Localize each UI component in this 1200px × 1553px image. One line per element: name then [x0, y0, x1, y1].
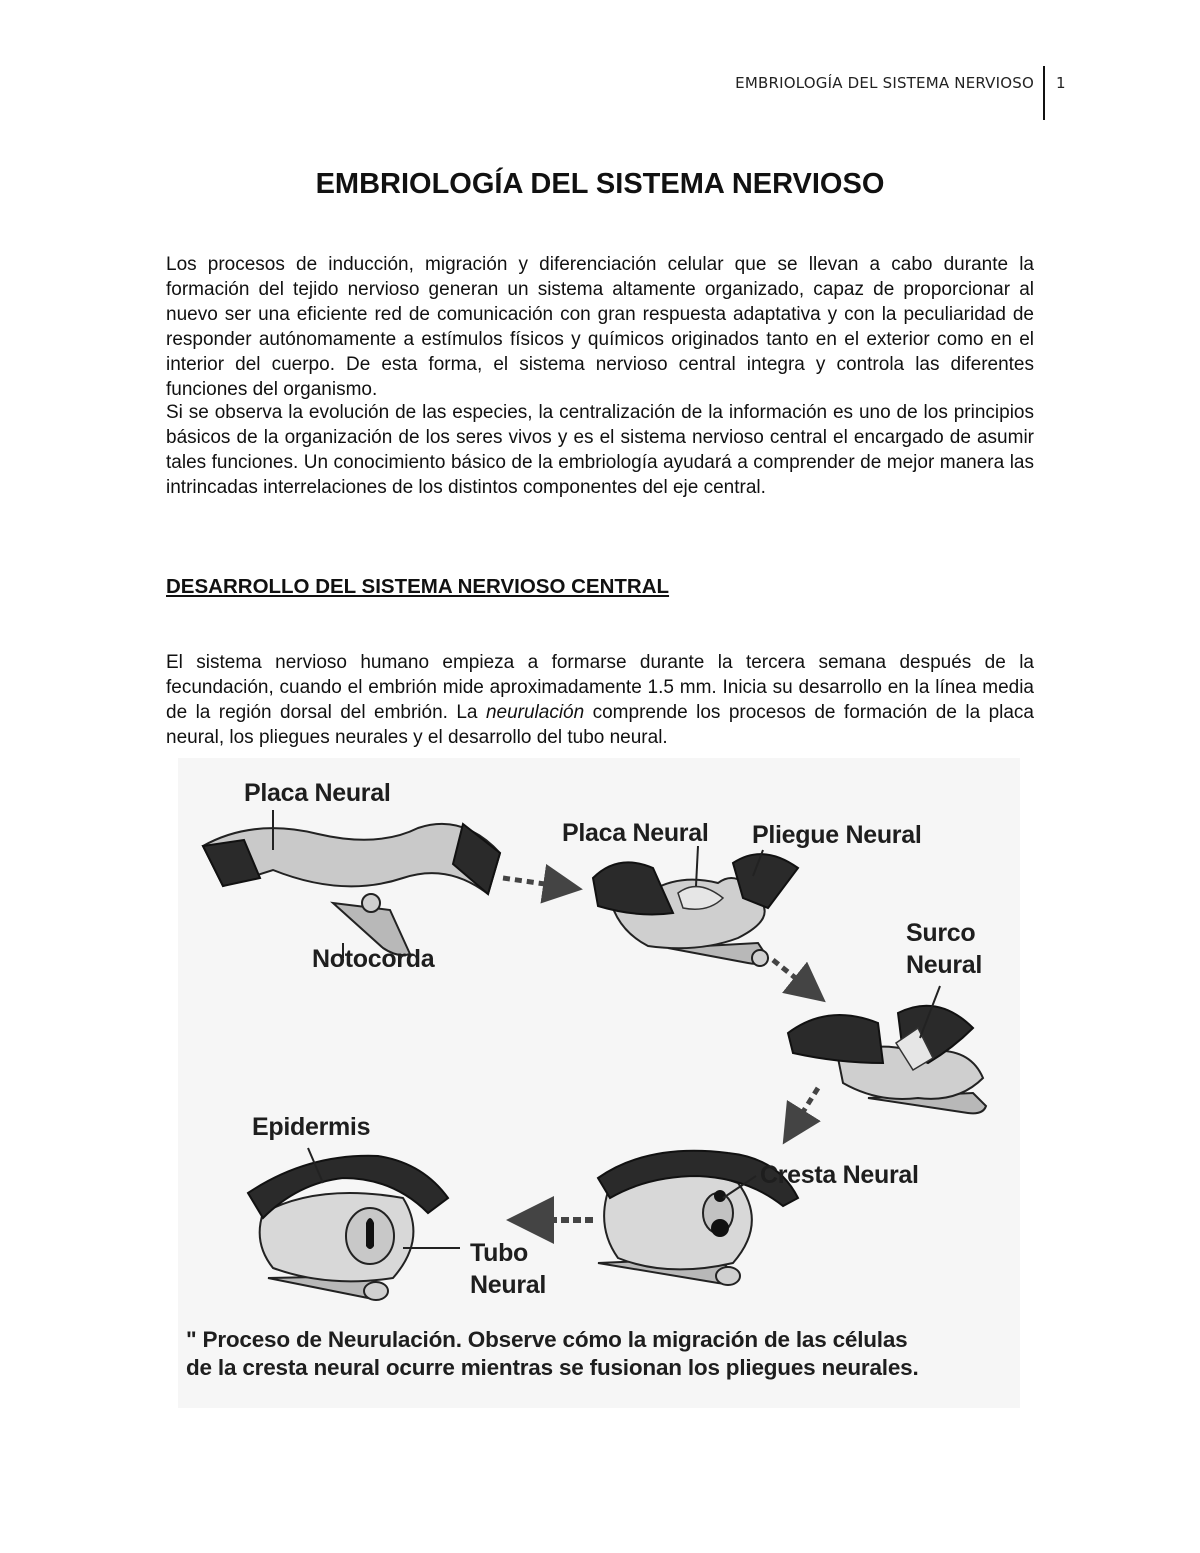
second-paragraph-text: Si se observa la evolución de las especies, la centralización de la información es uno de los principios básicos de la organización de los seres vivos y es el sistema nervioso central el encargado de asumir tales funciones. Un conocimiento básico de la embriología ayudará a comprender de mejor manera las intrincadas interrelaciones de los distintos componentes del eje central. [166, 402, 1034, 498]
label-surco-neural-line1: Surco [906, 919, 976, 947]
label-notocorda: Notocorda [312, 945, 435, 973]
third-paragraph-text-b: comprende los procesos de formación de la placa neural, los pliegues neurales y el desarrollo del tubo neural. [166, 702, 1034, 748]
second-paragraph [166, 400, 1034, 500]
label-tubo-neural-line1: Tubo [470, 1239, 529, 1267]
label-tubo-neural-line2: Neural [470, 1271, 547, 1299]
arrow-stage-2-to-3 [773, 960, 818, 996]
label-pliegue-neural: Pliegue Neural [752, 821, 922, 849]
stage-1-neural-plate [203, 810, 500, 958]
intro-paragraph [166, 252, 1034, 402]
header-divider [1043, 66, 1045, 120]
third-paragraph [166, 650, 1034, 750]
label-surco-neural-line2: Neural [906, 951, 983, 979]
label-placa-neural-2: Placa Neural [562, 819, 709, 847]
neurulacion-term: neurulación [485, 702, 585, 723]
label-placa-neural-1: Placa Neural [244, 779, 391, 807]
label-cresta-neural: Cresta Neural [760, 1161, 919, 1189]
stage-2-neural-folds [593, 846, 798, 966]
running-header-title: EMBRIOLOGÍA DEL SISTEMA NERVIOSO [735, 74, 1034, 92]
neurulation-illustration [178, 758, 1020, 1408]
stage-3-neural-groove [788, 986, 986, 1113]
stage-5-neural-tube [248, 1148, 460, 1300]
neurulation-figure [178, 758, 1020, 1408]
section-heading: DESARROLLO DEL SISTEMA NERVIOSO CENTRAL [166, 575, 670, 598]
arrow-stage-3-to-4 [788, 1088, 818, 1136]
arrow-stage-1-to-2 [503, 878, 573, 888]
figure-caption-line1: " Proceso de Neurulación. Observe cómo la migración de las células [186, 1327, 908, 1352]
document-title: EMBRIOLOGÍA DEL SISTEMA NERVIOSO [315, 168, 885, 200]
figure-caption-line2: de la cresta neural ocurre mientras se fusionan los pliegues neurales. [186, 1355, 919, 1380]
third-paragraph-text-a: El sistema nervioso humano empieza a formarse durante la tercera semana después de la fecundación, cuando el embrión mide aproximadamente 1.5 mm. Inicia su desarrollo en la línea media de la región dorsal del embrión. La [166, 652, 1034, 723]
label-epidermis: Epidermis [252, 1113, 371, 1141]
page-number: 1 [1056, 74, 1066, 92]
figure-caption [186, 1326, 1018, 1382]
intro-paragraph-text: Los procesos de inducción, migración y diferenciación celular que se llevan a cabo durante la formación del tejido nervioso generan un sistema altamente organizado, capaz de proporcionar al nuevo ser una eficiente red de comunicación con gran respuesta adaptativa y con la peculiaridad de responder autónomamente a estímulos físicos y químicos originados tanto en el exterior como en el interior del cuerpo. De esta forma, el sistema nervioso central integra y controla las diferentes funciones del organismo. [166, 254, 1034, 400]
